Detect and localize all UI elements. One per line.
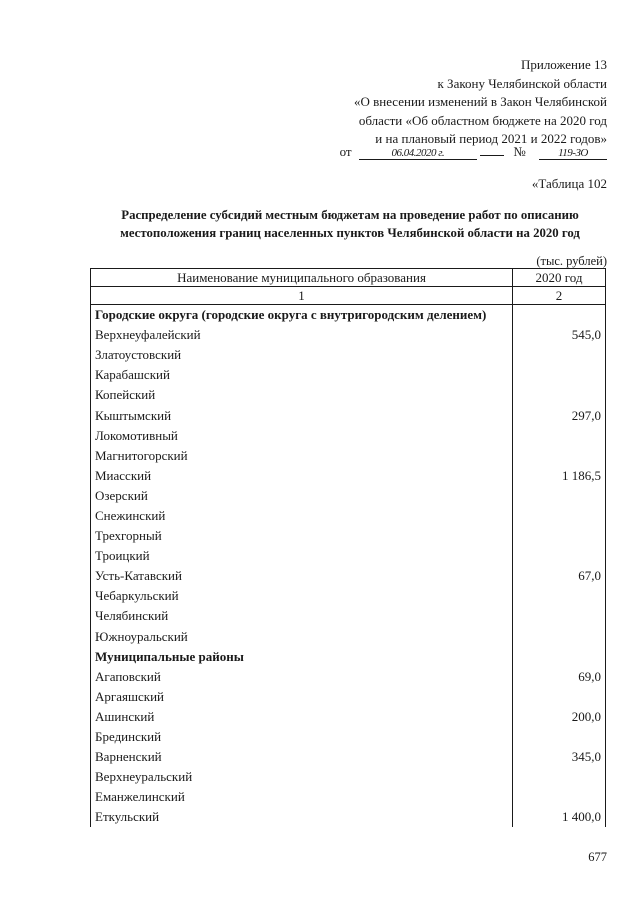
table-row [91,325,606,345]
subsidy-value [513,647,606,667]
municipality-name: Снежинский [91,506,513,526]
municipality-name: Верхнеуфалейский [91,325,513,345]
municipality-name: Озерский [91,486,513,506]
subsidy-value: 545,0 [513,325,606,345]
subsidy-value: 200,0 [513,707,606,727]
subsidy-value: 1 186,5 [513,466,606,486]
municipality-name: Миасский [91,466,513,486]
subsidy-value: 345,0 [513,747,606,767]
date-underline [480,143,504,156]
municipality-name: Ашинский [91,707,513,727]
subsidy-table [90,268,606,827]
table-row [91,747,606,767]
municipality-name: Челябинский [91,606,513,626]
section-row [91,647,606,667]
table-row [91,707,606,727]
law-date-number [340,143,607,161]
municipality-name: Усть-Катавский [91,566,513,586]
table-row [91,566,606,586]
subsidy-value: 67,0 [513,566,606,586]
table-row [91,787,606,807]
table-row [91,687,606,707]
page-number: 677 [588,850,607,864]
header-line: к Закону Челябинской области [437,75,607,91]
column-header-name: Наименование муниципального образования [91,269,513,287]
table-row [91,466,606,486]
municipality-name: Варненский [91,747,513,767]
date-prefix: от [339,144,352,159]
municipality-name: Троицкий [91,546,513,566]
table-row [91,526,606,546]
table-row [91,727,606,747]
subsidy-value [513,586,606,606]
municipality-name: Трехгорный [91,526,513,546]
municipality-name: Кыштымский [91,405,513,425]
subsidy-value: 69,0 [513,667,606,687]
municipality-name: Локомотивный [91,426,513,446]
municipality-name: Златоустовский [91,345,513,365]
table-label: «Таблица 102 [531,176,607,191]
municipality-name: Карабашский [91,365,513,385]
table-row [91,807,606,827]
section-row [91,305,606,326]
document-title [60,206,640,242]
subsidy-value [513,446,606,466]
table-row [91,767,606,787]
subsidy-value [513,767,606,787]
subsidy-value [513,486,606,506]
table-row [91,667,606,687]
column-number-name: 1 [91,287,513,305]
subsidy-value [513,727,606,747]
number-value: 119-ЗО [539,147,607,160]
table-row [91,385,606,405]
municipality-name: Еманжелинский [91,787,513,807]
table-row [91,586,606,606]
table-number-row [91,287,606,305]
header-line: и на плановый период 2021 и 2022 годов» [375,131,607,146]
section-name: Муниципальные районы [91,647,513,667]
municipality-name: Еткульский [91,807,513,827]
table-row [91,365,606,385]
date-value: 06.04.2020 г. [359,147,477,160]
municipality-name: Брединский [91,727,513,747]
municipality-name: Чебаркульский [91,586,513,606]
subsidy-value: 297,0 [513,405,606,425]
subsidy-value [513,606,606,626]
subsidy-value: 1 400,0 [513,807,606,827]
header-line: области «Об областном бюджете на 2020 год [358,112,607,128]
table-row [91,627,606,647]
municipality-name: Южноуральский [91,627,513,647]
municipality-name: Аргаяшский [91,687,513,707]
subsidy-value [513,546,606,566]
table-row [91,345,606,365]
subsidy-value [513,365,606,385]
column-number-year: 2 [513,287,606,305]
header-line: Приложение 13 [520,57,607,72]
table-row [91,405,606,425]
section-name: Городские округа (городские округа с внутригородским делением) [91,305,513,326]
subsidy-value [513,506,606,526]
table-row [91,546,606,566]
subsidy-value [513,687,606,707]
municipality-name: Верхнеуральский [91,767,513,787]
subsidy-value [513,426,606,446]
subsidy-value [513,526,606,546]
table-row [91,486,606,506]
subsidy-value [513,345,606,365]
table-header-row [91,269,606,287]
table-row [91,446,606,466]
subsidy-value [513,627,606,647]
title-line: Распределение субсидий местным бюджетам на проведение работ по описанию [121,208,579,222]
table-row [91,506,606,526]
column-header-year: 2020 год [513,269,606,287]
municipality-name: Магнитогорский [91,446,513,466]
municipality-name: Агаповский [91,667,513,687]
table-row [91,606,606,626]
header-line: «О внесении изменений в Закон Челябинской [353,94,607,109]
subsidy-value [513,787,606,807]
subsidy-value [513,385,606,405]
number-prefix: № [513,144,526,159]
municipality-name: Копейский [91,385,513,405]
appendix-header [354,56,607,149]
subsidy-value [513,305,606,326]
units-label: (тыс. рублей) [536,254,607,268]
title-line: местоположения границ населенных пунктов Челябинской области на 2020 год [120,226,580,240]
table-row [91,426,606,446]
